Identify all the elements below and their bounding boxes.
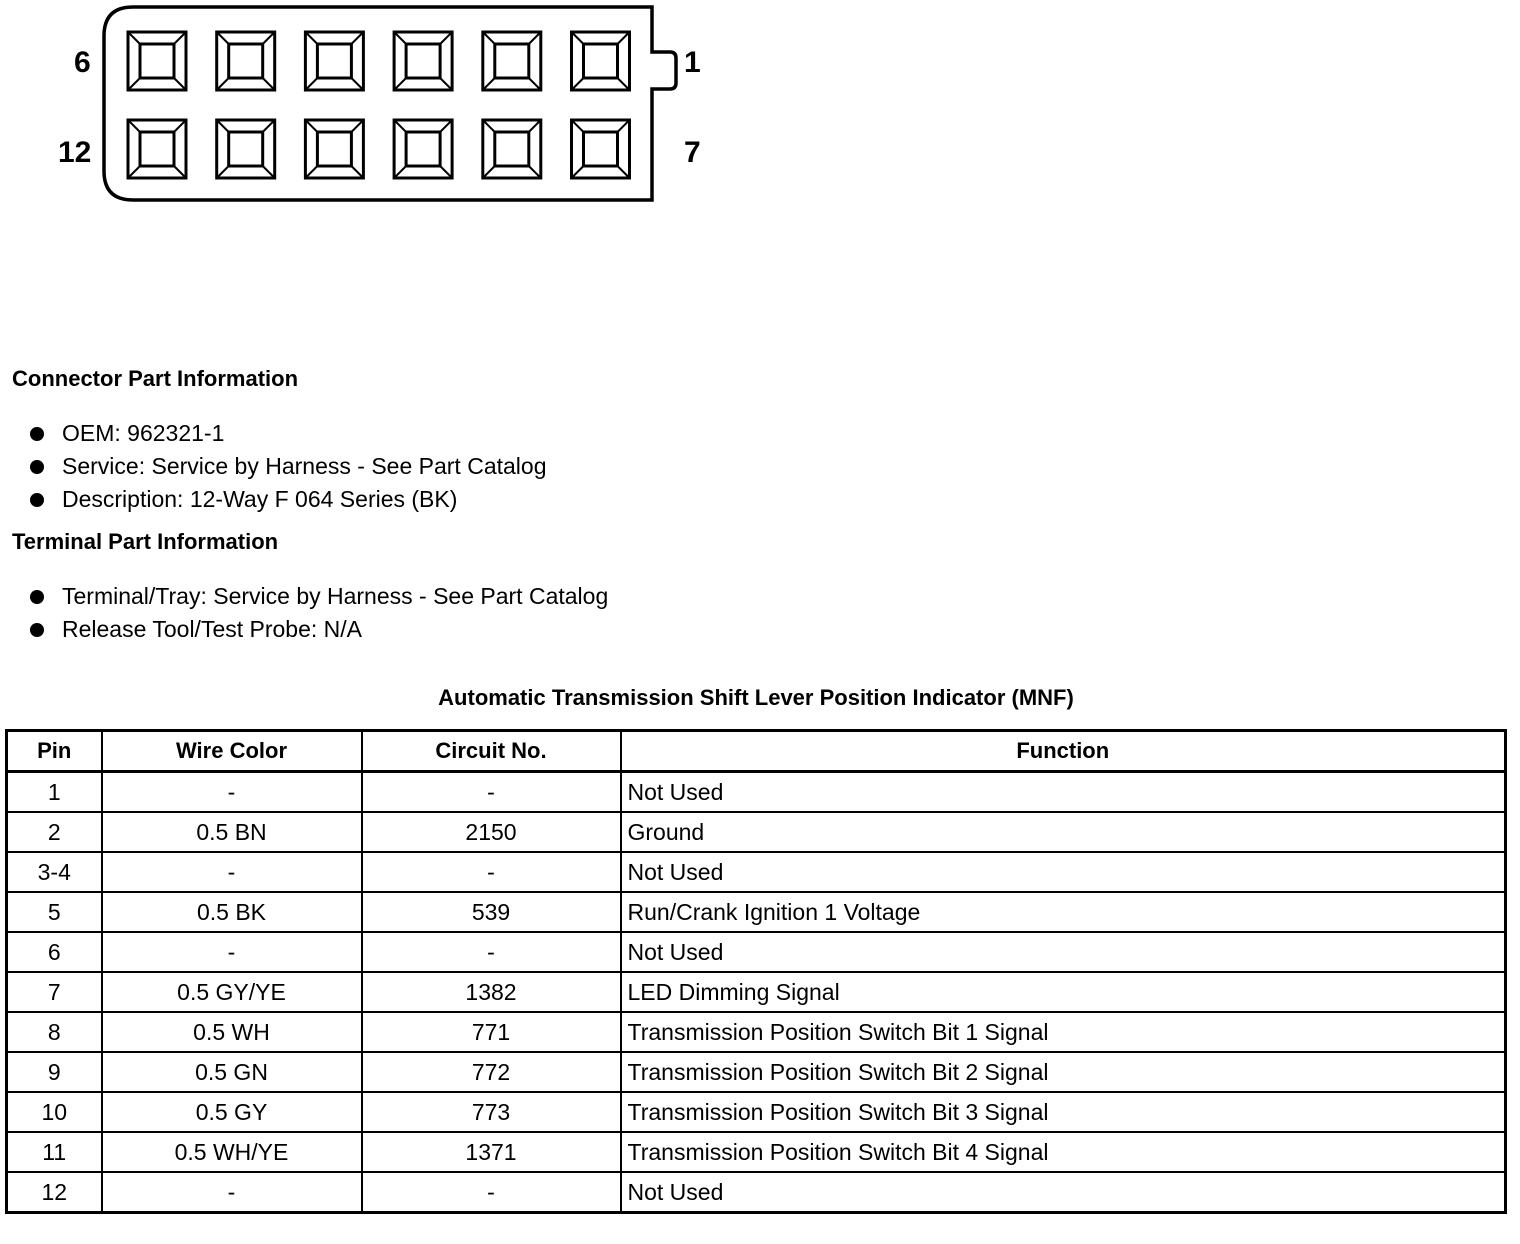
header-function: Function [621, 731, 1506, 772]
cell-wire-color: 0.5 WH [102, 1012, 362, 1052]
cell-wire-color: 0.5 GN [102, 1052, 362, 1092]
cell-function: Not Used [621, 932, 1506, 972]
pin-label-bottom-left: 12 [58, 136, 92, 169]
table-row [7, 1132, 1506, 1172]
cavity-group [128, 32, 630, 178]
connector-cavity [394, 120, 452, 178]
cell-wire-color: 0.5 BK [102, 892, 362, 932]
connector-housing-outline [104, 7, 676, 200]
cell-wire-color: - [102, 772, 362, 813]
cell-function: Transmission Position Switch Bit 3 Signal [621, 1092, 1506, 1132]
cell-pin: 11 [7, 1132, 102, 1172]
list-item-text: Service: Service by Harness - See Part Catalog [62, 453, 547, 479]
cell-pin: 2 [7, 812, 102, 852]
cell-pin: 7 [7, 972, 102, 1012]
cell-circuit: - [362, 772, 621, 813]
list-item [28, 483, 546, 516]
cell-pin: 3-4 [7, 852, 102, 892]
connector-info-heading: Connector Part Information [12, 366, 299, 391]
header-pin: Pin [7, 731, 102, 772]
cell-function: Not Used [621, 852, 1506, 892]
table-row [7, 1012, 1506, 1052]
cell-circuit: - [362, 932, 621, 972]
table-title: Automatic Transmission Shift Lever Position Indicator (MNF) [438, 685, 1074, 710]
pin-label-top-right: 1 [684, 46, 701, 79]
cell-circuit: 773 [362, 1092, 621, 1132]
cell-circuit: 539 [362, 892, 621, 932]
cell-function: Not Used [621, 1172, 1506, 1213]
table-row [7, 972, 1506, 1012]
connector-cavity [128, 120, 186, 178]
cell-circuit: - [362, 852, 621, 892]
cell-function: LED Dimming Signal [621, 972, 1506, 1012]
list-item [28, 450, 546, 483]
bullet-icon [30, 493, 44, 507]
pin-label-top-left: 6 [74, 46, 91, 79]
list-item [28, 613, 608, 646]
connector-cavity [305, 32, 363, 90]
cell-function: Transmission Position Switch Bit 2 Signal [621, 1052, 1506, 1092]
terminal-info-heading: Terminal Part Information [12, 529, 279, 554]
cell-wire-color: - [102, 932, 362, 972]
table-row [7, 812, 1506, 852]
cell-pin: 1 [7, 772, 102, 813]
cell-pin: 10 [7, 1092, 102, 1132]
terminal-info-list [28, 580, 608, 646]
list-item-text: Release Tool/Test Probe: N/A [62, 616, 363, 642]
connector-face-diagram [0, 0, 760, 220]
cell-circuit: 772 [362, 1052, 621, 1092]
connector-cavity [128, 32, 186, 90]
cell-function: Ground [621, 812, 1506, 852]
cell-wire-color: - [102, 852, 362, 892]
connector-cavity [305, 120, 363, 178]
cell-function: Not Used [621, 772, 1506, 813]
cell-circuit: - [362, 1172, 621, 1213]
cell-pin: 9 [7, 1052, 102, 1092]
list-item [28, 417, 546, 450]
cell-circuit: 771 [362, 1012, 621, 1052]
table-row [7, 892, 1506, 932]
bullet-icon [30, 427, 44, 441]
bullet-icon [30, 623, 44, 637]
cell-circuit: 1382 [362, 972, 621, 1012]
connector-cavity [394, 32, 452, 90]
cell-pin: 12 [7, 1172, 102, 1213]
cell-circuit: 1371 [362, 1132, 621, 1172]
cell-pin: 5 [7, 892, 102, 932]
cell-pin: 8 [7, 1012, 102, 1052]
table-row [7, 1172, 1506, 1213]
cell-wire-color: 0.5 GY/YE [102, 972, 362, 1012]
connector-info-list [28, 417, 546, 516]
pin-label-bottom-right: 7 [684, 136, 701, 169]
cell-wire-color: 0.5 GY [102, 1092, 362, 1132]
cell-pin: 6 [7, 932, 102, 972]
table-row [7, 1052, 1506, 1092]
list-item-text: Terminal/Tray: Service by Harness - See Part Catalog [62, 583, 609, 609]
table-row [7, 1092, 1506, 1132]
table-header-row [7, 731, 1506, 772]
cell-function: Transmission Position Switch Bit 4 Signal [621, 1132, 1506, 1172]
header-circuit: Circuit No. [362, 731, 621, 772]
list-item-text: OEM: 962321-1 [62, 420, 225, 446]
connector-cavity [572, 32, 630, 90]
pin-table [5, 729, 1507, 1214]
cell-function: Transmission Position Switch Bit 1 Signal [621, 1012, 1506, 1052]
bullet-icon [30, 590, 44, 604]
list-item [28, 580, 608, 613]
bullet-icon [30, 460, 44, 474]
table-row [7, 772, 1506, 813]
connector-cavity [217, 32, 275, 90]
connector-cavity [483, 120, 541, 178]
connector-cavity [572, 120, 630, 178]
cell-wire-color: - [102, 1172, 362, 1213]
connector-cavity [217, 120, 275, 178]
table-row [7, 852, 1506, 892]
list-item-text: Description: 12-Way F 064 Series (BK) [62, 486, 458, 512]
cell-wire-color: 0.5 WH/YE [102, 1132, 362, 1172]
cell-function: Run/Crank Ignition 1 Voltage [621, 892, 1506, 932]
table-row [7, 932, 1506, 972]
cell-circuit: 2150 [362, 812, 621, 852]
connector-cavity [483, 32, 541, 90]
header-wire-color: Wire Color [102, 731, 362, 772]
cell-wire-color: 0.5 BN [102, 812, 362, 852]
